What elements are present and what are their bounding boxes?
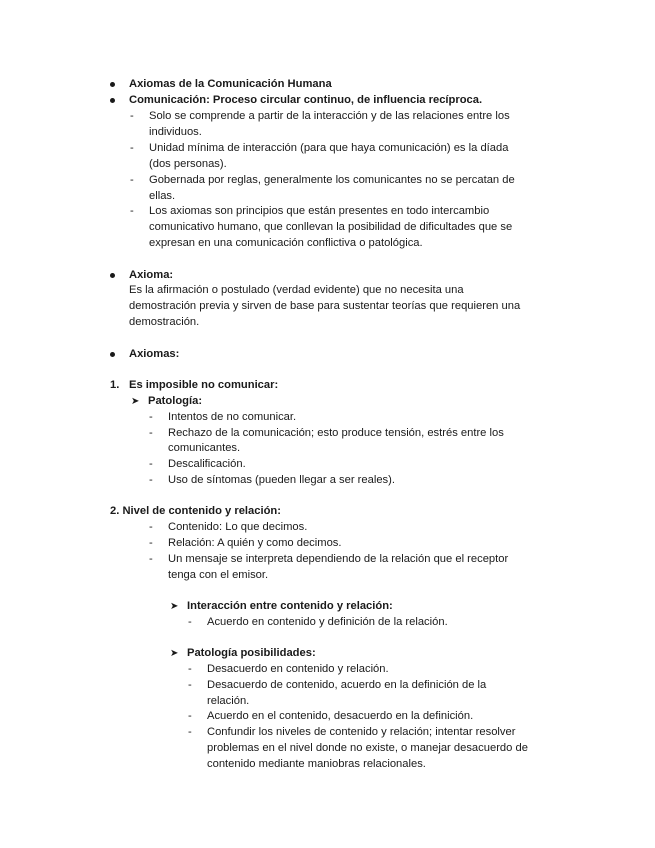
comunicacion-point-line: ellas. — [149, 190, 176, 202]
dash-marker: - — [149, 521, 153, 533]
interaccion-item-line: Acuerdo en contenido y definición de la relación. — [207, 616, 448, 628]
comunicacion-point-line: (dos personas). — [149, 158, 227, 170]
axiom2-title: 2. Nivel de contenido y relación: — [110, 505, 281, 517]
dash-marker: - — [130, 110, 134, 122]
bullet-dot — [110, 98, 115, 103]
dash-marker: - — [149, 474, 153, 486]
dash-marker: - — [149, 458, 153, 470]
axioma-definition-line: Es la afirmación o postulado (verdad evidente) que no necesita una — [129, 284, 464, 296]
patologia-item-line: Acuerdo en el contenido, desacuerdo en la definición. — [207, 710, 474, 722]
comunicacion-point-line: Los axiomas son principios que están presentes en todo intercambio — [149, 205, 490, 217]
heading-axiomas-comunicacion: Axiomas de la Comunicación Humana — [129, 78, 332, 90]
dash-marker: - — [188, 710, 192, 722]
axioma-definition-line: demostración. — [129, 316, 200, 328]
comunicacion-point-line: Unidad mínima de interacción (para que haya comunicación) es la díada — [149, 142, 509, 154]
dash-marker: - — [188, 663, 192, 675]
dash-marker: - — [149, 427, 153, 439]
axiom1-patologia-heading: Patología: — [148, 395, 203, 407]
comunicacion-point-line: expresan en una comunicación conflictiva o patológica. — [149, 237, 423, 249]
heading-axioma: Axioma: — [129, 269, 174, 281]
patologia-item-line: Desacuerdo de contenido, acuerdo en la definición de la — [207, 679, 487, 691]
comunicacion-point-line: individuos. — [149, 126, 202, 138]
patologia-item-line: contenido mediante maniobras relacionales. — [207, 758, 426, 770]
dash-marker: - — [130, 205, 134, 217]
axiom1-item-line: Descalificación. — [168, 458, 246, 470]
heading-axiomas: Axiomas: — [129, 348, 180, 360]
comunicacion-point-line: comunicativo humano, que conllevan la posibilidad de dificultades que se — [149, 221, 513, 233]
axiom2-item-line: Un mensaje se interpreta dependiendo de la relación que el receptor — [168, 553, 509, 565]
patologia-posibilidades-heading: Patología posibilidades: — [187, 647, 316, 659]
arrow-bullet-icon: ➤ — [131, 396, 140, 407]
axiom1-item-line: Uso de síntomas (pueden llegar a ser reales). — [168, 474, 395, 486]
arrow-bullet-icon: ➤ — [170, 648, 179, 659]
bullet-dot — [110, 352, 115, 357]
interaccion-heading: Interacción entre contenido y relación: — [187, 600, 393, 612]
axioma-definition-line: demostración previa y sirven de base para sustentar teorías que requieren una — [129, 300, 521, 312]
arrow-bullet-icon: ➤ — [170, 601, 179, 612]
patologia-item-line: Confundir los niveles de contenido y relación; intentar resolver — [207, 726, 516, 738]
patologia-item-line: relación. — [207, 695, 250, 707]
bullet-dot — [110, 82, 115, 87]
dash-marker: - — [188, 616, 192, 628]
dash-marker: - — [149, 553, 153, 565]
dash-marker: - — [188, 679, 192, 691]
comunicacion-point-line: Solo se comprende a partir de la interacción y de las relaciones entre los — [149, 110, 510, 122]
axiom1-item-line: Intentos de no comunicar. — [168, 411, 297, 423]
axiom2-item-line: tenga con el emisor. — [168, 569, 269, 581]
bullet-dot — [110, 273, 115, 278]
axiom2-item-line: Relación: A quién y como decimos. — [168, 537, 342, 549]
axiom1-item-line: comunicantes. — [168, 442, 241, 454]
axiom1-number: 1. — [110, 379, 120, 391]
dash-marker: - — [149, 411, 153, 423]
patologia-item-line: Desacuerdo en contenido y relación. — [207, 663, 389, 675]
dash-marker: - — [188, 726, 192, 738]
axiom1-title: Es imposible no comunicar: — [129, 379, 279, 391]
patologia-item-line: problemas en el nivel donde no existe, o manejar desacuerdo de — [207, 742, 528, 754]
axiom2-item-line: Contenido: Lo que decimos. — [168, 521, 308, 533]
axiom1-item-line: Rechazo de la comunicación; esto produce tensión, estrés entre los — [168, 427, 504, 439]
dash-marker: - — [130, 142, 134, 154]
dash-marker: - — [149, 537, 153, 549]
heading-comunicacion: Comunicación: Proceso circular continuo, de influencia recíproca. — [129, 94, 483, 106]
dash-marker: - — [130, 174, 134, 186]
comunicacion-point-line: Gobernada por reglas, generalmente los comunicantes no se percatan de — [149, 174, 515, 186]
